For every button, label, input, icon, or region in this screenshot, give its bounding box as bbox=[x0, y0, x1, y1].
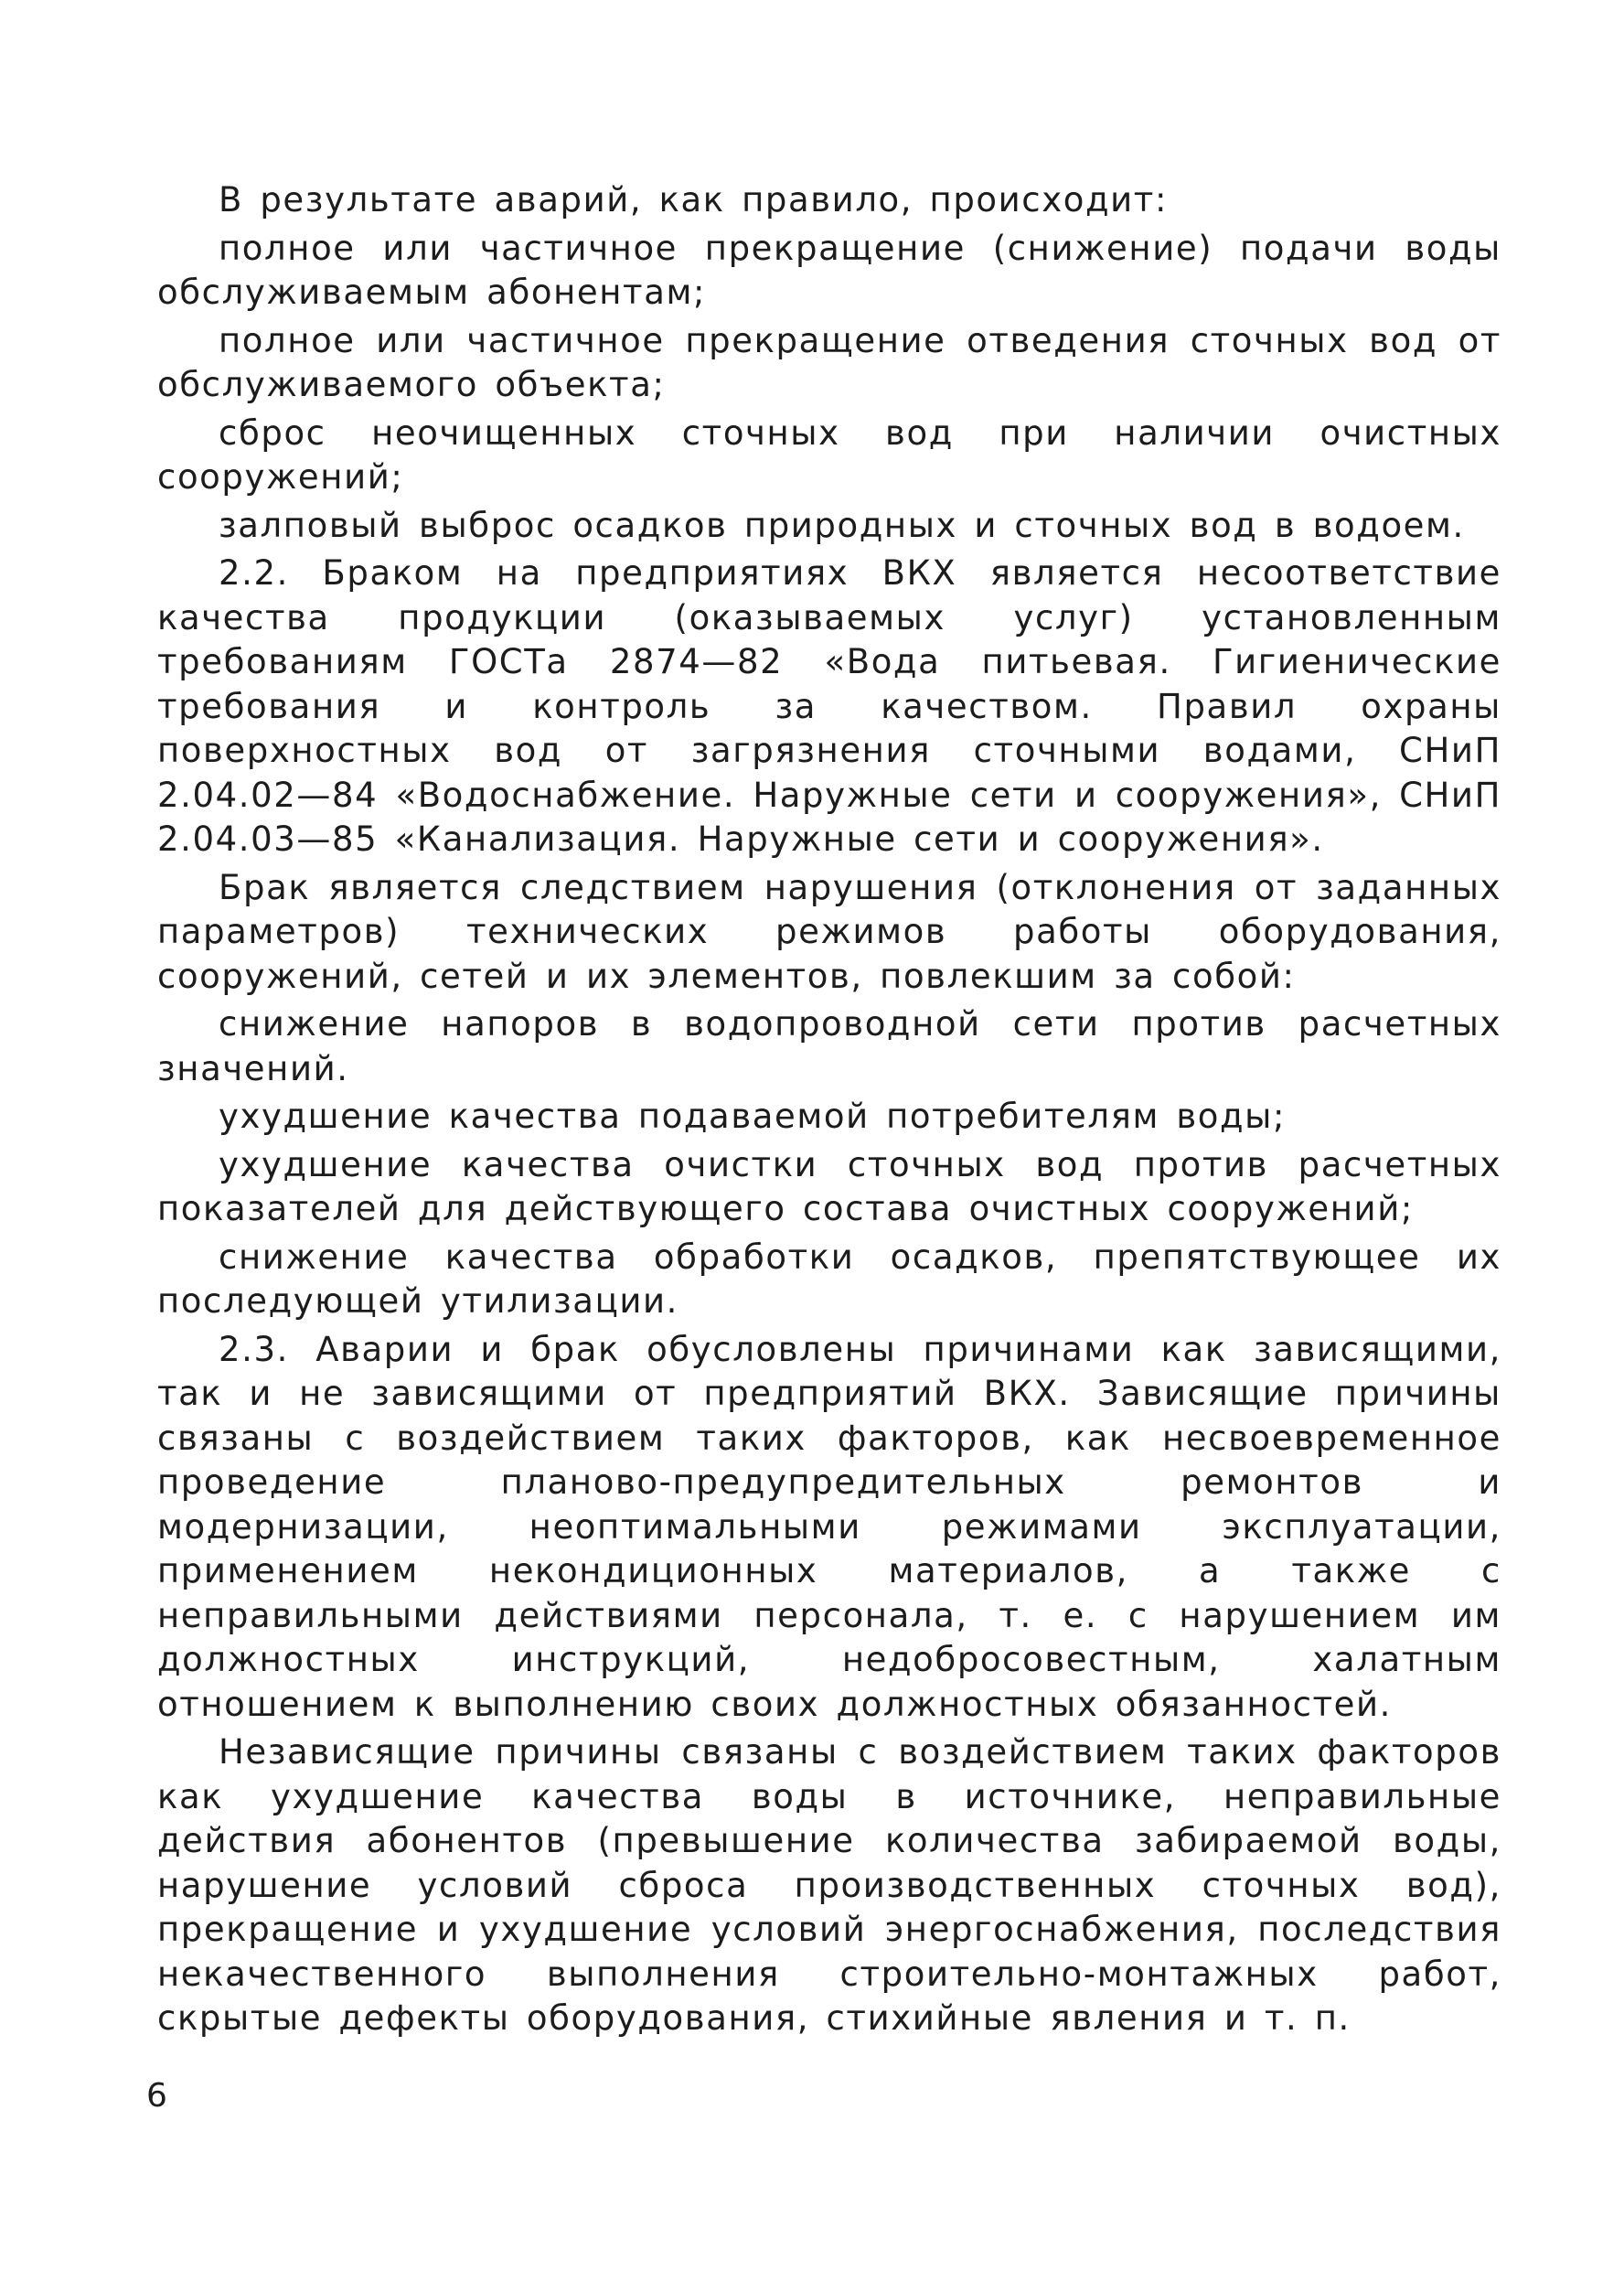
page-number: 6 bbox=[146, 2077, 167, 2115]
paragraph-water-quality: ухудшение качества подаваемой потребителям воды; bbox=[219, 1097, 1287, 1136]
paragraph-untreated-discharge: сброс неочищенных сточных вод при наличии очистных сооружений; bbox=[157, 412, 1501, 497]
paragraph-pressure-drop: снижение напоров в водопроводной сети против расчетных значений. bbox=[157, 1004, 1501, 1088]
paragraph-defect-cause: Брак является следствием нарушения (отклонения от заданных параметров) технических режимов работы оборудования, сооружений, сетей и их элементов, повлекшим за собой: bbox=[157, 867, 1501, 996]
paragraph-independent-causes: Независящие причины связаны с воздействием таких факторов как ухудшение качества воды в источнике, неправильные действия абонентов (превышение количества забираемой воды, нарушение условий сброса производственных сточных вод), прекращение и ухудшение условий энергоснабжения, последствия некачественного выполнения строительно-монтажных работ, скрытые дефекты оборудования, стихийные явления и т. п. bbox=[157, 1732, 1501, 2038]
paragraph-section-2-3: 2.3. Аварии и брак обусловлены причинами как зависящими, так и не зависящими от предприятий ВКХ. Зависящие причины связаны с воздействием таких факторов, как несвоевременное проведение планово-предупредительных ремонтов и модернизации, неоптимальными режимами эксплуатации, применением некондиционных материалов, а также с неправильными действиями персонала, т. е. с нарушением им должностных инструкций, недобросовестным, халатным отношением к выполнению своих должностных обязанностей. bbox=[157, 1329, 1501, 1724]
paragraph-sediment-release: залповый выброс осадков природных и сточных вод в водоем. bbox=[219, 505, 1465, 545]
paragraph-treatment-quality: ухудшение качества очистки сточных вод против расчетных показателей для действующего состава очистных сооружений; bbox=[157, 1144, 1501, 1228]
paragraph-sediment-processing: снижение качества обработки осадков, препятствующее их последующей утилизации. bbox=[157, 1237, 1501, 1321]
paragraph-water-supply-stop: полное или частичное прекращение (снижение) подачи воды обслуживаемым абонентам; bbox=[157, 228, 1501, 312]
body-text bbox=[157, 178, 1501, 2045]
paragraph-wastewater-stop: полное или частичное прекращение отведения сточных вод от обслуживаемого объекта; bbox=[157, 320, 1501, 404]
paragraph-section-2-2: 2.2. Браком на предприятиях ВКХ является несоответствие качества продукции (оказываемых услуг) установленным требованиям ГОСТа 2874—82 «Вода питьевая. Гигиенические требования и контроль за качеством. Правил охраны поверхностных вод от загрязнения сточными водами, СНиП 2.04.02—84 «Водоснабжение. Наружные сети и сооружения», СНиП 2.04.03—85 «Канализация. Наружные сети и сооружения». bbox=[157, 553, 1501, 859]
paragraph-accident-intro: В результате аварий, как правило, происходит: bbox=[219, 180, 1169, 220]
